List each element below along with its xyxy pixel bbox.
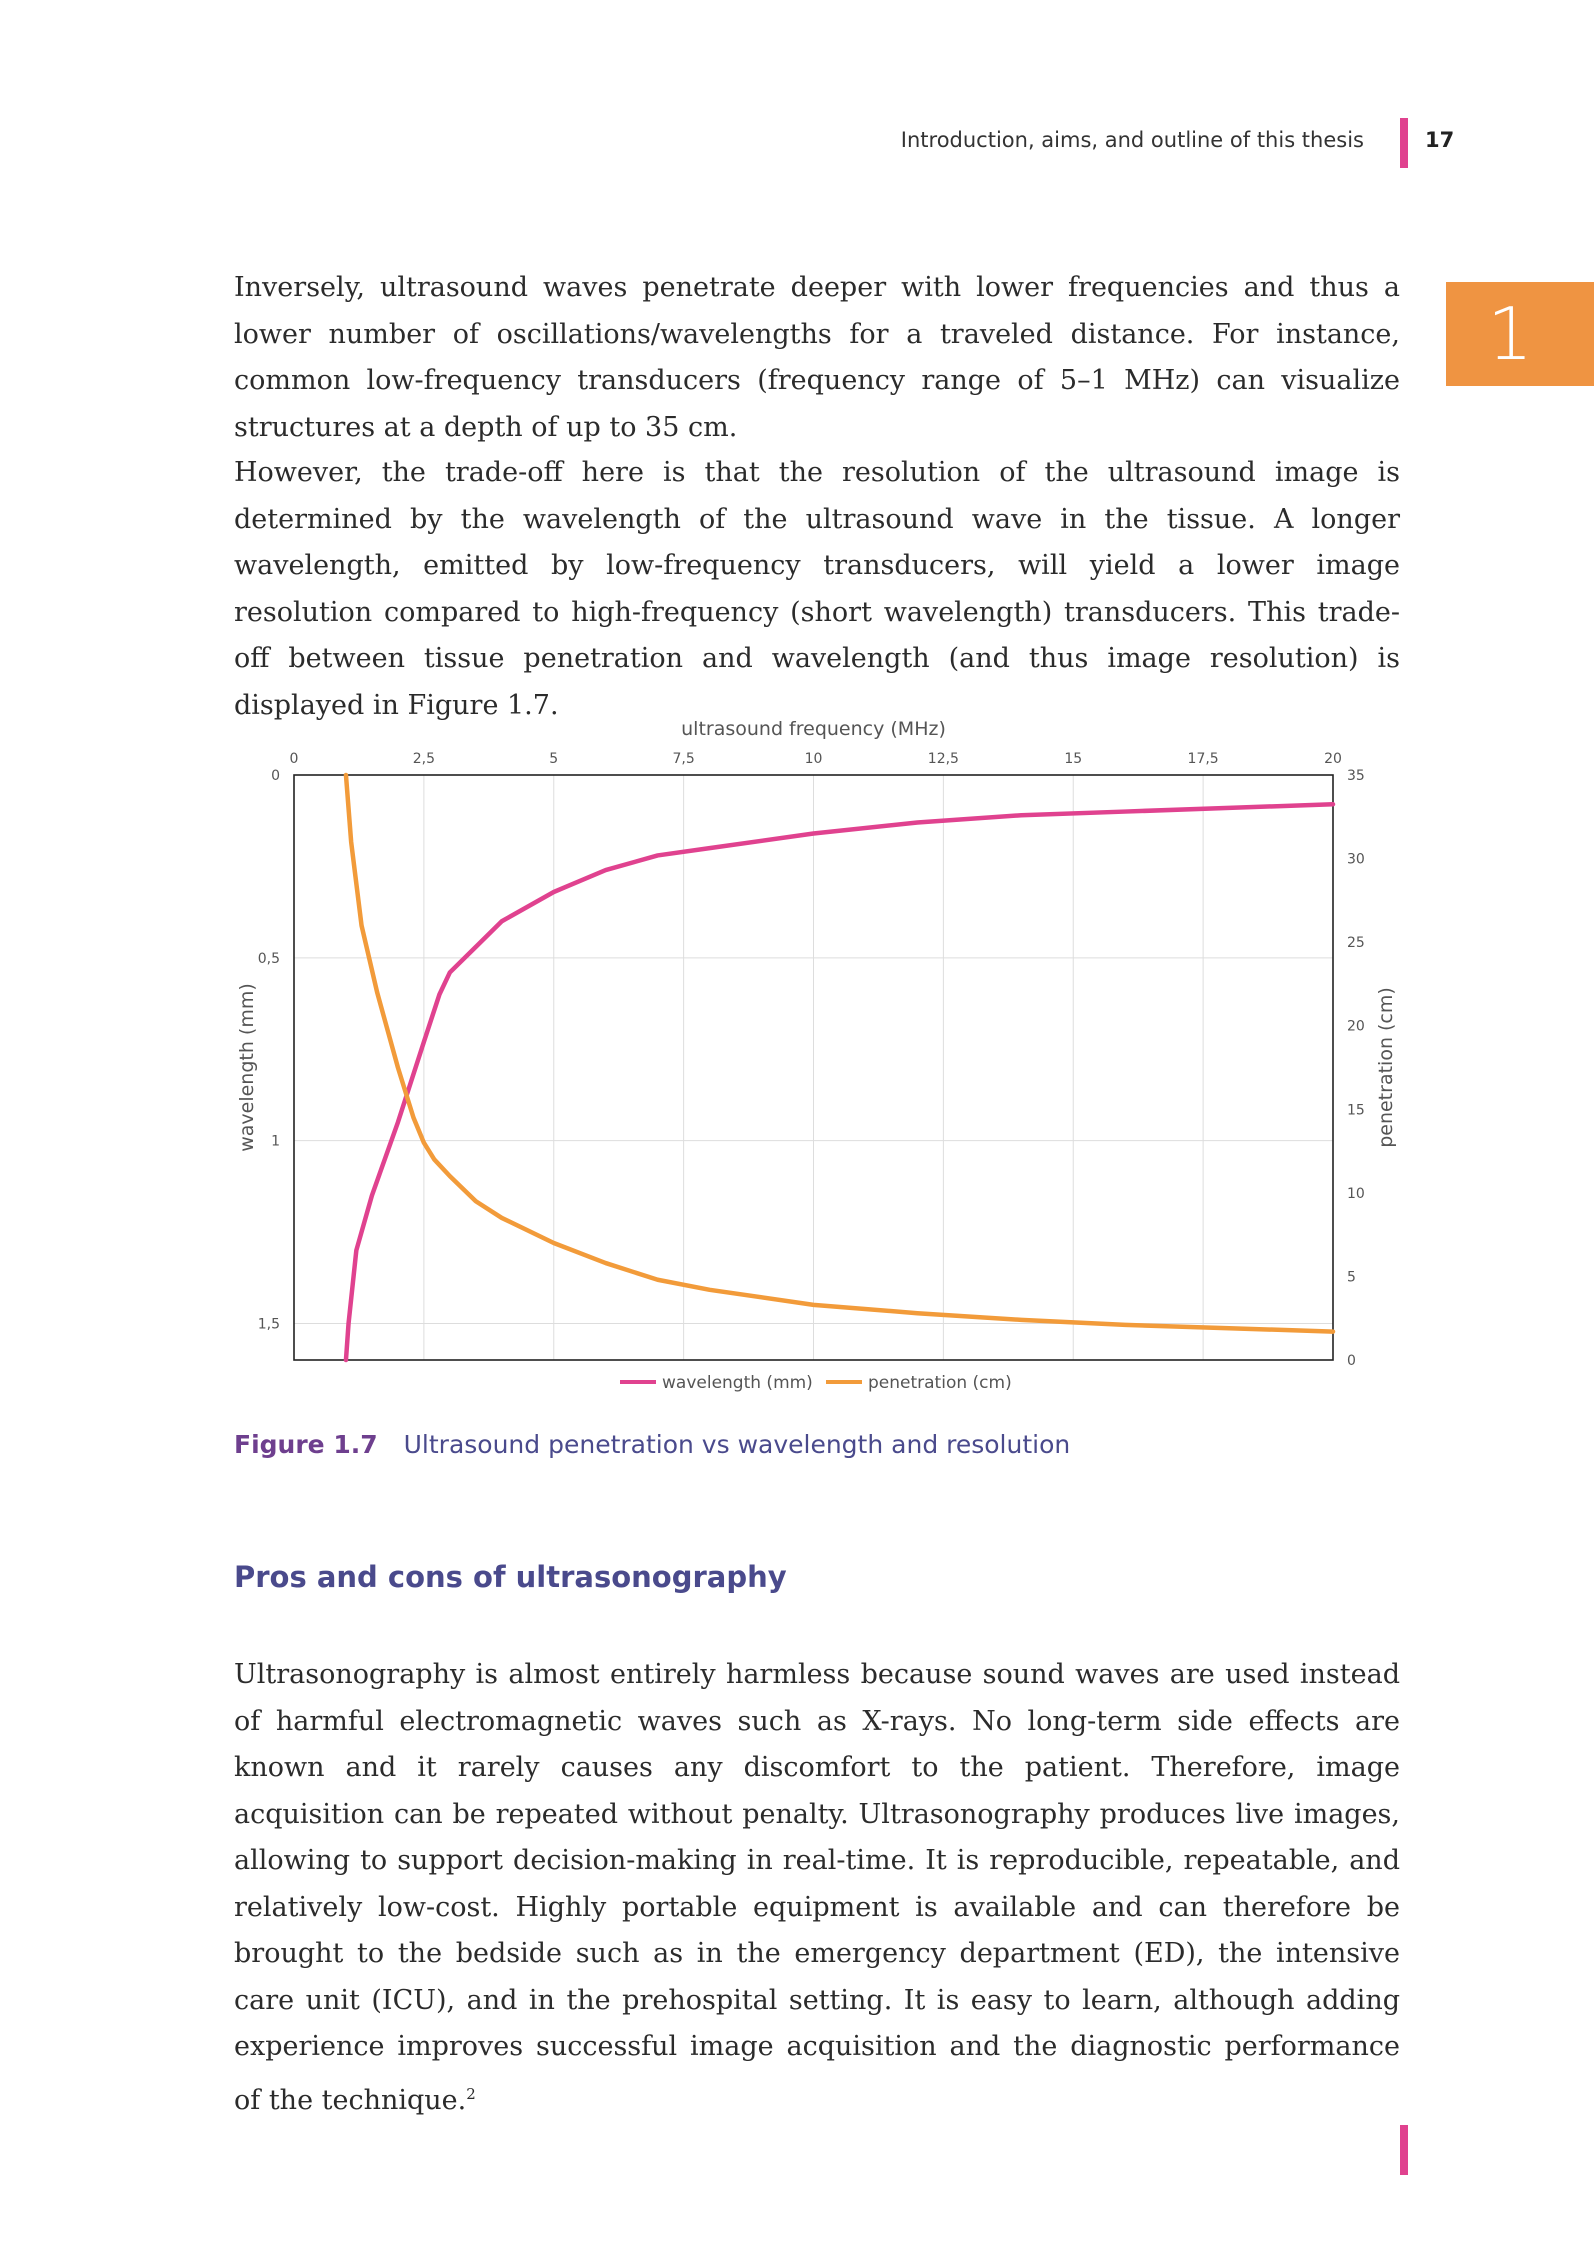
x-tick-label: 0 [289,751,299,767]
y-right-tick-label: 0 [1347,1353,1356,1369]
x-axis-title: ultrasound frequency (MHz) [681,718,946,740]
legend-label: penetration (cm) [868,1373,1012,1393]
y-right-tick-label: 5 [1347,1269,1356,1286]
figure-caption [234,1430,1070,1459]
chart-series [346,775,1333,1360]
y-right-tick-label: 20 [1347,1018,1365,1035]
penetration-series-line [346,775,1333,1332]
figure-caption-text: Ultrasound penetration vs wavelength and resolution [403,1430,1071,1459]
y-right-tick-label: 25 [1347,935,1365,952]
y-right-axis-title: penetration (cm) [1375,987,1397,1148]
section-heading: Pros and cons of ultrasonography [234,1560,787,1594]
x-tick-label: 12,5 [927,751,959,767]
y-right-tick-label: 30 [1347,851,1365,868]
y-left-tick-label: 0,5 [257,950,280,967]
wavelength-series-line [346,804,1333,1360]
footer-accent-bar [1400,2125,1408,2175]
figure-label: Figure 1.7 [234,1430,378,1459]
x-tick-label: 7,5 [672,751,695,767]
x-tick-label: 15 [1064,751,1083,767]
body-paragraph-2: However, the trade-off here is that the resolution of the ultrasound image is determined by the wavelength of the ultrasound wave in the tissue. A longer wavelength, emitted by low-frequency transducers, will yield a lower image resolution compared to high-frequency (short wavelength) transducers. This trade-off between tissue penetration and wavelength (and thus image resolution) is displayed in Figure 1.7. [234,457,1400,721]
body-paragraph-3 [234,1652,1400,2124]
y-left-axis-title: wavelength (mm) [236,983,258,1152]
y-right-tick-label: 35 [1347,768,1365,784]
y-right-tick-label: 15 [1347,1102,1365,1119]
header-accent-bar [1400,118,1408,168]
x-tick-label: 10 [804,751,823,767]
x-tick-label: 20 [1324,751,1342,767]
frequency-chart [0,700,1594,1420]
chart-legend [620,1373,1012,1393]
y-right-tick-label: 10 [1347,1185,1365,1202]
chapter-tab: 1 [1446,282,1594,386]
page-number: 17 [1425,128,1455,152]
x-tick-label: 5 [549,751,559,767]
y-left-tick-label: 1 [271,1133,280,1150]
footnote-reference: 2 [466,2084,476,2103]
x-tick-label: 2,5 [412,751,436,767]
running-title: Introduction, aims, and outline of this thesis [900,128,1364,152]
legend-label: wavelength (mm) [662,1373,813,1393]
x-tick-label: 17,5 [1187,751,1219,767]
body-paragraph-1: Inversely, ultrasound waves penetrate deeper with lower frequencies and thus a lower number of oscillations/wavelengths for a traveled distance. For instance, common low-frequency transducers (frequency range of 5–1 MHz) can visualize structures at a depth of up to 35 cm. [234,272,1400,443]
section-paragraph-text: Ultrasonography is almost entirely harmless because sound waves are used instead of harmful electromagnetic waves such as X-rays. No long-term side effects are known and it rarely causes any discomfort to the patient. Therefore, image acquisition can be repeated without penalty. Ultrasonography produces live images, allowing to support decision-making in real-time. It is reproducible, repeatable, and relatively low-cost. Highly portable equipment is available and can therefore be brought to the bedside such as in the emergency department (ED), the intensive care unit (ICU), and in the prehospital setting. It is easy to learn, although adding experience improves successful image acquisition and the diagnostic performance of the technique. [234,1659,1400,2116]
y-left-tick-label: 0 [271,768,280,784]
y-left-tick-label: 1,5 [257,1316,280,1333]
chart-grid [294,775,1333,1360]
